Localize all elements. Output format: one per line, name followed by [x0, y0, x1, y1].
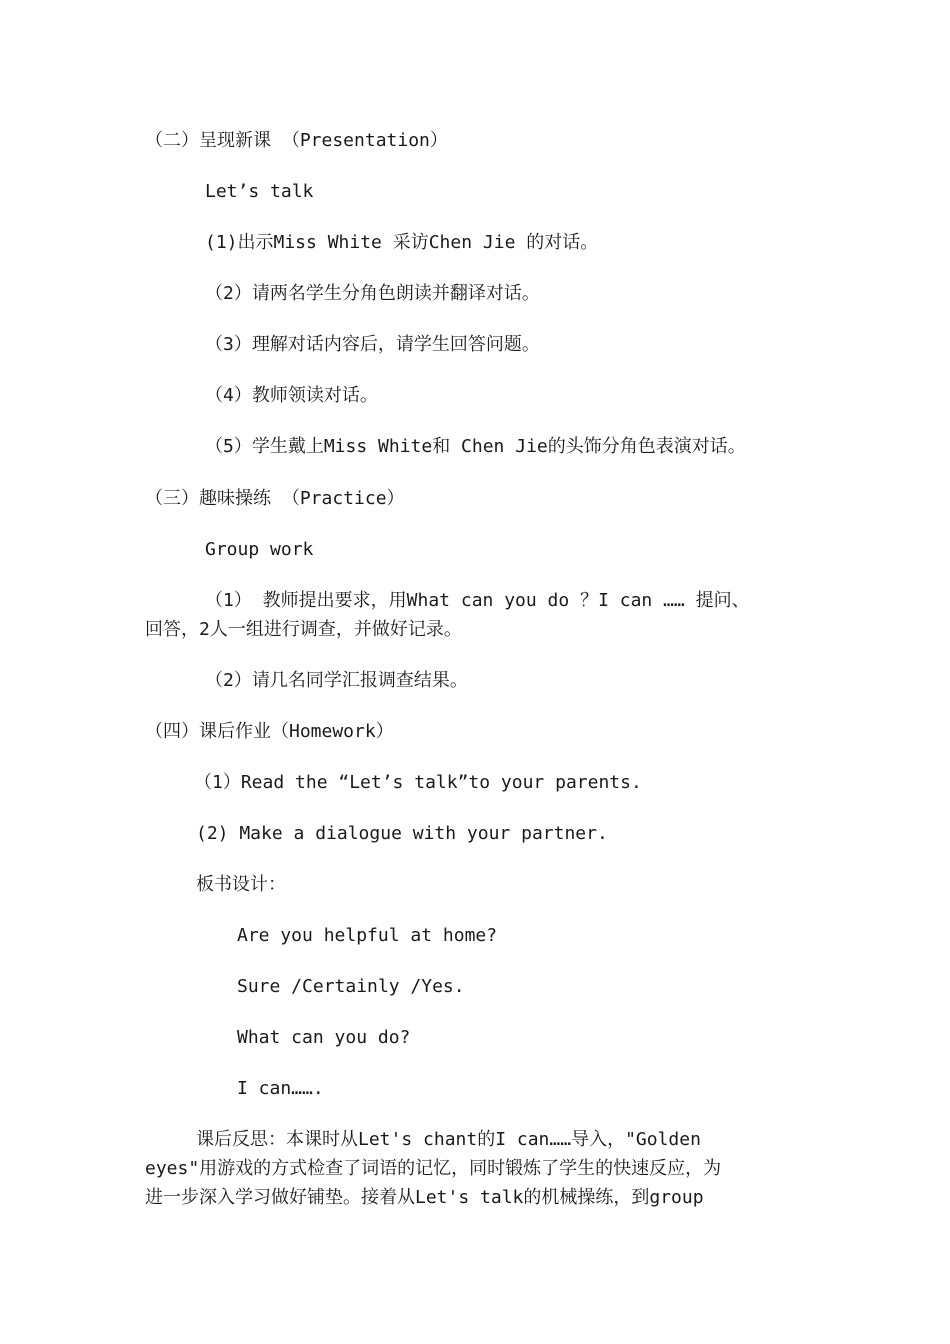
board-design-heading: 板书设计：	[196, 874, 286, 895]
presentation-step-5: （5）学生戴上Miss White和 Chen Jie的头饰分角色表演对话。	[205, 436, 746, 457]
board-line-3: What can you do?	[237, 1027, 411, 1048]
board-line-1: Are you helpful at home?	[237, 925, 498, 946]
practice-step-1-line-1: （1） 教师提出要求，用What can you do ？I can …… 提问、	[205, 590, 750, 611]
presentation-step-2: （2）请两名学生分角色朗读并翻译对话。	[205, 283, 540, 304]
section-heading-homework: （四）课后作业（Homework）	[145, 721, 394, 742]
presentation-step-1: (1)出示Miss White 采访Chen Jie 的对话。	[205, 232, 599, 253]
reflection-line-2: eyes"用游戏的方式检查了词语的记忆，同时锻炼了学生的快速反应，为	[145, 1158, 722, 1179]
presentation-step-4: （4）教师领读对话。	[205, 385, 378, 406]
section-heading-presentation: （二）呈现新课 （Presentation）	[145, 130, 448, 151]
homework-item-2: (2) Make a dialogue with your partner.	[196, 823, 608, 844]
subheading-lets-talk: Let’s talk	[205, 181, 314, 202]
reflection-line-1: 课后反思：本课时从Let's chant的I can……导入，"Golden	[196, 1129, 701, 1150]
section-heading-practice: （三）趣味操练 （Practice）	[145, 488, 405, 509]
board-line-4: I can…….	[237, 1078, 346, 1099]
reflection-line-3: 进一步深入学习做好铺垫。接着从Let's talk的机械操练，到group	[145, 1187, 704, 1208]
homework-item-1: （1）Read the “Let’s talk”to your parents.	[194, 772, 642, 793]
presentation-step-3: （3）理解对话内容后，请学生回答问题。	[205, 334, 540, 355]
subheading-group-work: Group work	[205, 539, 314, 560]
board-line-2: Sure /Certainly /Yes.	[237, 976, 465, 997]
practice-step-1-line-2: 回答，2人一组进行调查，并做好记录。	[145, 619, 462, 640]
practice-step-2: （2）请几名同学汇报调查结果。	[205, 670, 468, 691]
